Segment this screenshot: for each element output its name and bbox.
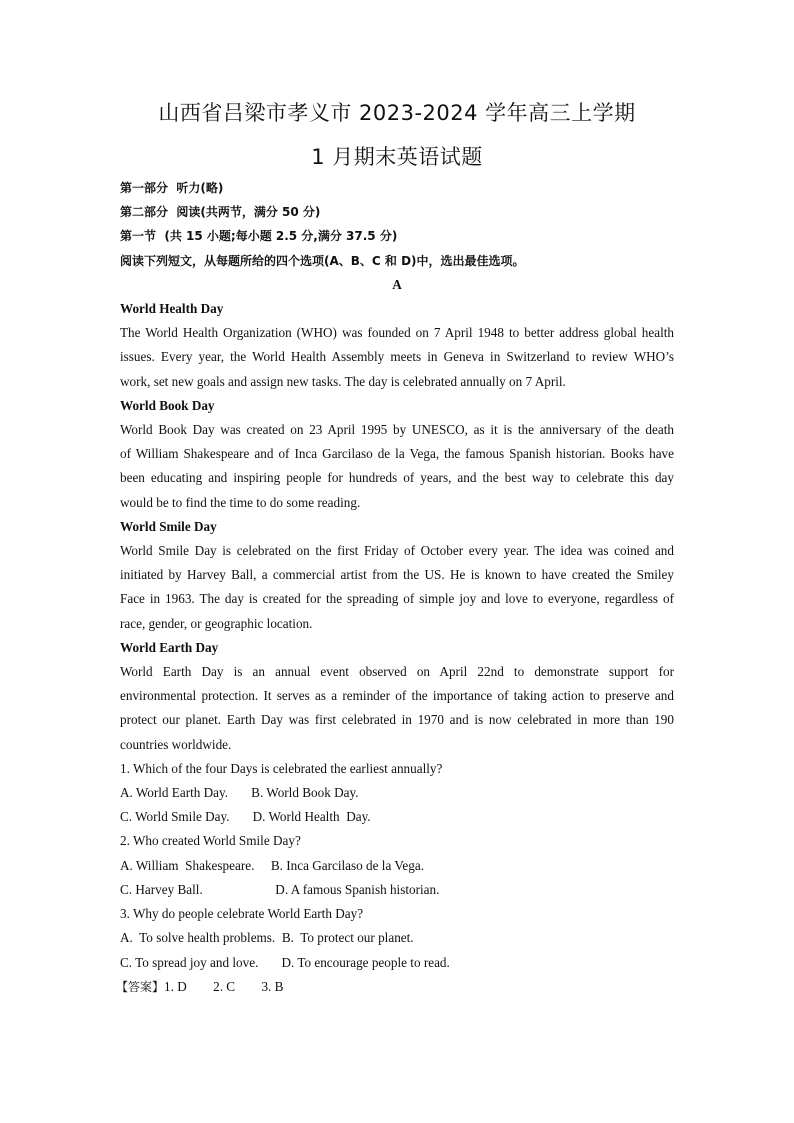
part-1-heading: 第一部分 听力(略) (120, 181, 224, 195)
question-2-stem: 2. Who created World Smile Day? (120, 833, 301, 849)
passage-label: A (392, 276, 402, 292)
question-1-stem: 1. Which of the four Days is celebrated the earliest annually? (120, 760, 443, 776)
document-title-line-1: 山西省吕梁市孝义市 2023-2024 学年高三上学期 (158, 101, 636, 125)
article-line: countries worldwide. (120, 736, 232, 752)
article-line: environmental protection. It serves as a reminder of the importance of taking action to preserve and (120, 688, 674, 704)
question-2-options-cd: C. Harvey Ball. D. A famous Spanish historian. (120, 881, 440, 897)
article-line: been educating and inspiring people for hundreds of years, and the best way to celebrate this day (120, 470, 674, 486)
article-line: World Smile Day is celebrated on the first Friday of October every year. The idea was coined and (120, 543, 674, 559)
article-heading-health: World Health Day (120, 301, 224, 317)
answer-values: 1. D 2. C 3. B (164, 978, 284, 994)
question-1-options-ab: A. World Earth Day. B. World Book Day. (120, 785, 359, 801)
document-body (116, 176, 674, 999)
question-3-stem: 3. Why do people celebrate World Earth Day? (120, 906, 364, 922)
article-line: work, set new goals and assign new tasks. The day is celebrated annually on 7 April. (120, 373, 566, 389)
document-title-line-2: 1 月期末英语试题 (311, 145, 483, 169)
article-line: The World Health Organization (WHO) was founded on 7 April 1948 to better address global health (120, 325, 674, 341)
answer-line (116, 975, 674, 999)
article-heading-earth: World Earth Day (120, 639, 219, 655)
answer-label: 【答案】 (116, 979, 165, 994)
article-line: Face in 1963. The day is created for the spreading of simple joy and love to everyone, regardless of (120, 591, 674, 607)
article-heading-smile: World Smile Day (120, 518, 217, 534)
question-1-options-cd: C. World Smile Day. D. World Health Day. (120, 809, 371, 825)
article-line: initiated by Harvey Ball, a commercial artist from the US. He is known to have created the Smiley (120, 567, 674, 583)
article-line: race, gender, or geographic location. (120, 615, 313, 631)
question-3-options-ab: A. To solve health problems. B. To protect our planet. (120, 930, 414, 946)
question-3-options-cd: C. To spread joy and love. D. To encourage people to read. (120, 954, 450, 970)
article-line: World Earth Day is an annual event observed on April 22nd to demonstrate support for (120, 664, 674, 680)
article-heading-book: World Book Day (120, 397, 215, 413)
article-line: would be to find the time to do some reading. (120, 494, 361, 510)
article-line: protect our planet. Earth Day was first celebrated in 1970 and is now celebrated in more than 190 (120, 712, 674, 728)
part-2-heading: 第二部分 阅读(共两节，满分 50 分) (120, 205, 321, 220)
question-2-options-ab: A. William Shakespeare. B. Inca Garcilaso de la Vega. (120, 857, 425, 873)
reading-instruction: 阅读下列短文，从每题所给的四个选项(A、B、C 和 D)中，选出最佳选项。 (120, 253, 525, 268)
article-line: World Book Day was created on 23 April 1995 by UNESCO, as it is the anniversary of the death (120, 422, 674, 438)
section-1-heading: 第一节 (共 15 小题;每小题 2.5 分,满分 37.5 分) (120, 229, 398, 244)
article-line: issues. Every year, the World Health Assembly meets in Geneva in Switzerland to review WHO’s (120, 349, 674, 365)
article-line: of William Shakespeare and of Inca Garcilaso de la Vega, the famous Spanish historian. Books have (120, 446, 674, 462)
